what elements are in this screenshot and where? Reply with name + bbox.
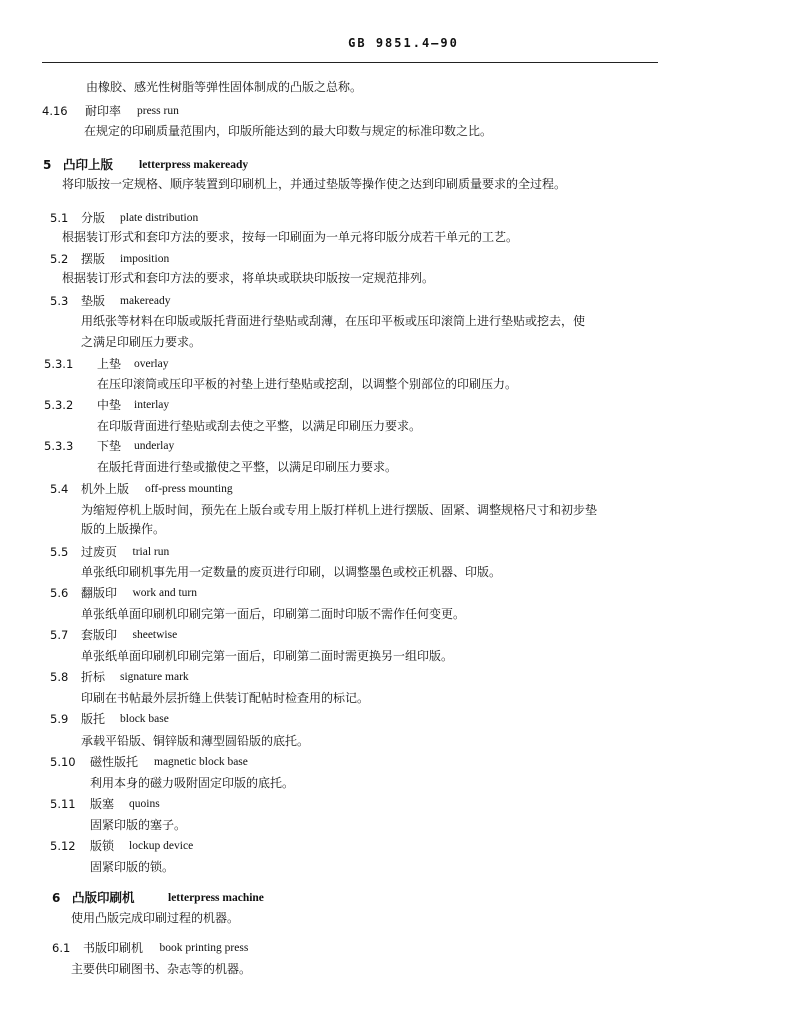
term-number: 5.5 — [50, 545, 69, 559]
term-chinese: 上垫 — [97, 357, 122, 371]
definition-text: 利用本身的磁力吸附固定印版的底托。 — [90, 776, 295, 790]
term-chinese: 中垫 — [97, 398, 122, 412]
term-chinese: 凸版印刷机 — [72, 890, 135, 905]
term-number: 5.3.3 — [44, 439, 74, 453]
term-english: signature mark — [120, 671, 189, 683]
term-number: 5.3 — [50, 294, 69, 308]
definition-text: 单张纸单面印刷机印刷完第一面后，印刷第二面时印版不需作任何变更。 — [81, 607, 466, 621]
term-chinese: 凸印上版 — [63, 157, 114, 172]
term-number: 5.6 — [50, 586, 69, 600]
term-chinese: 耐印率 — [85, 104, 122, 118]
term-number: 5.2 — [50, 252, 69, 266]
definition-text: 根据装订形式和套印方法的要求，按每一印刷面为一单元将印版分成若干单元的工艺。 — [62, 230, 519, 244]
definition-text: 承载平铅版、铜锌版和薄型圆铅版的底托。 — [81, 734, 310, 748]
term-english: magnetic block base — [154, 756, 248, 768]
term-chinese: 版锁 — [90, 839, 115, 853]
term-english: quoins — [129, 798, 160, 810]
definition-text: 主要供印刷图书、杂志等的机器。 — [71, 962, 252, 976]
term-chinese: 版托 — [81, 712, 106, 726]
term-chinese: 摆版 — [81, 252, 106, 266]
term-chinese: 翻版印 — [81, 586, 118, 600]
definition-text: 将印版按一定规格、顺序装置到印刷机上，并通过垫版等操作使之达到印刷质量要求的全过程。 — [62, 177, 567, 191]
term-number: 6 — [52, 891, 61, 905]
term-chinese: 机外上版 — [81, 482, 130, 496]
term-english: off-press mounting — [145, 483, 233, 495]
term-english: block base — [120, 713, 169, 725]
term-english: underlay — [134, 440, 175, 452]
term-english: letterpress makeready — [139, 159, 249, 171]
term-chinese: 书版印刷机 — [83, 941, 144, 955]
definition-text: 单张纸单面印刷机印刷完第一面后，印刷第二面时需更换另一组印版。 — [81, 649, 454, 663]
definition-text: 在压印滚筒或压印平板的衬垫上进行垫贴或挖刮，以调整个别部位的印刷压力。 — [97, 377, 518, 391]
term-number: 5 — [43, 158, 52, 172]
definition-text: 为缩短停机上版时间，预先在上版台或专用上版打样机上进行摆版、固紧、调整规格尺寸和初步垫 — [81, 503, 598, 517]
term-number: 5.3.2 — [44, 398, 74, 412]
term-chinese: 版塞 — [90, 797, 115, 811]
term-chinese: 磁性版托 — [90, 755, 139, 769]
definition-text: 在版托背面进行垫或撤使之平整，以满足印刷压力要求。 — [97, 460, 398, 474]
definition-text: 版的上版操作。 — [81, 522, 166, 536]
term-english: overlay — [134, 358, 169, 370]
term-english: interlay — [134, 399, 170, 411]
term-english: sheetwise — [132, 629, 178, 641]
term-english: imposition — [120, 253, 170, 265]
term-number: 5.9 — [50, 712, 69, 726]
definition-text: 固紧印版的锁。 — [90, 860, 175, 874]
term-number: 4.16 — [42, 104, 68, 118]
term-number: 5.8 — [50, 670, 69, 684]
term-english: press run — [137, 105, 179, 117]
term-english: book printing press — [159, 942, 249, 954]
term-english: plate distribution — [120, 212, 199, 224]
definition-text: 由橡胶、感光性树脂等弹性固体制成的凸版之总称。 — [86, 80, 363, 94]
term-chinese: 垫版 — [81, 294, 106, 308]
term-number: 5.12 — [50, 839, 76, 853]
definition-text: 之满足印刷压力要求。 — [81, 335, 202, 349]
term-english: makeready — [120, 295, 171, 307]
definition-text: 使用凸版完成印刷过程的机器。 — [71, 911, 240, 925]
definition-text: 单张纸印刷机事先用一定数量的废页进行印刷，以调整墨色或校正机器、印版。 — [81, 565, 502, 579]
term-number: 5.10 — [50, 755, 76, 769]
term-chinese: 套版印 — [81, 628, 118, 642]
definition-text: 用纸张等材料在印版或版托背面进行垫贴或刮薄，在压印平板或压印滚筒上进行垫贴或挖去，使 — [81, 314, 586, 328]
term-english: work and turn — [132, 587, 198, 599]
term-english: lockup device — [129, 840, 194, 852]
page-header: GB 9851.4—90 — [348, 36, 459, 50]
definition-text: 在印版背面进行垫贴或刮去使之平整，以满足印刷压力要求。 — [97, 419, 422, 433]
term-number: 5.7 — [50, 628, 69, 642]
definition-text: 在规定的印刷质量范围内，印版所能达到的最大印数与规定的标准印数之比。 — [84, 124, 493, 138]
header-rule — [42, 62, 658, 63]
definition-text: 印刷在书帖最外层折缝上供装订配帖时检查用的标记。 — [81, 691, 370, 705]
term-number: 5.3.1 — [44, 357, 74, 371]
term-english: letterpress machine — [168, 892, 264, 904]
definition-text: 根据装订形式和套印方法的要求，将单块或联块印版按一定规范排列。 — [62, 271, 435, 285]
term-chinese: 折标 — [81, 670, 106, 684]
term-chinese: 过废页 — [81, 545, 118, 559]
term-english: trial run — [132, 546, 170, 558]
term-number: 6.1 — [52, 941, 71, 955]
term-chinese: 分版 — [81, 211, 106, 225]
term-number: 5.1 — [50, 211, 69, 225]
definition-text: 固紧印版的塞子。 — [90, 818, 187, 832]
term-number: 5.4 — [50, 482, 69, 496]
term-chinese: 下垫 — [97, 439, 122, 453]
term-number: 5.11 — [50, 797, 76, 811]
